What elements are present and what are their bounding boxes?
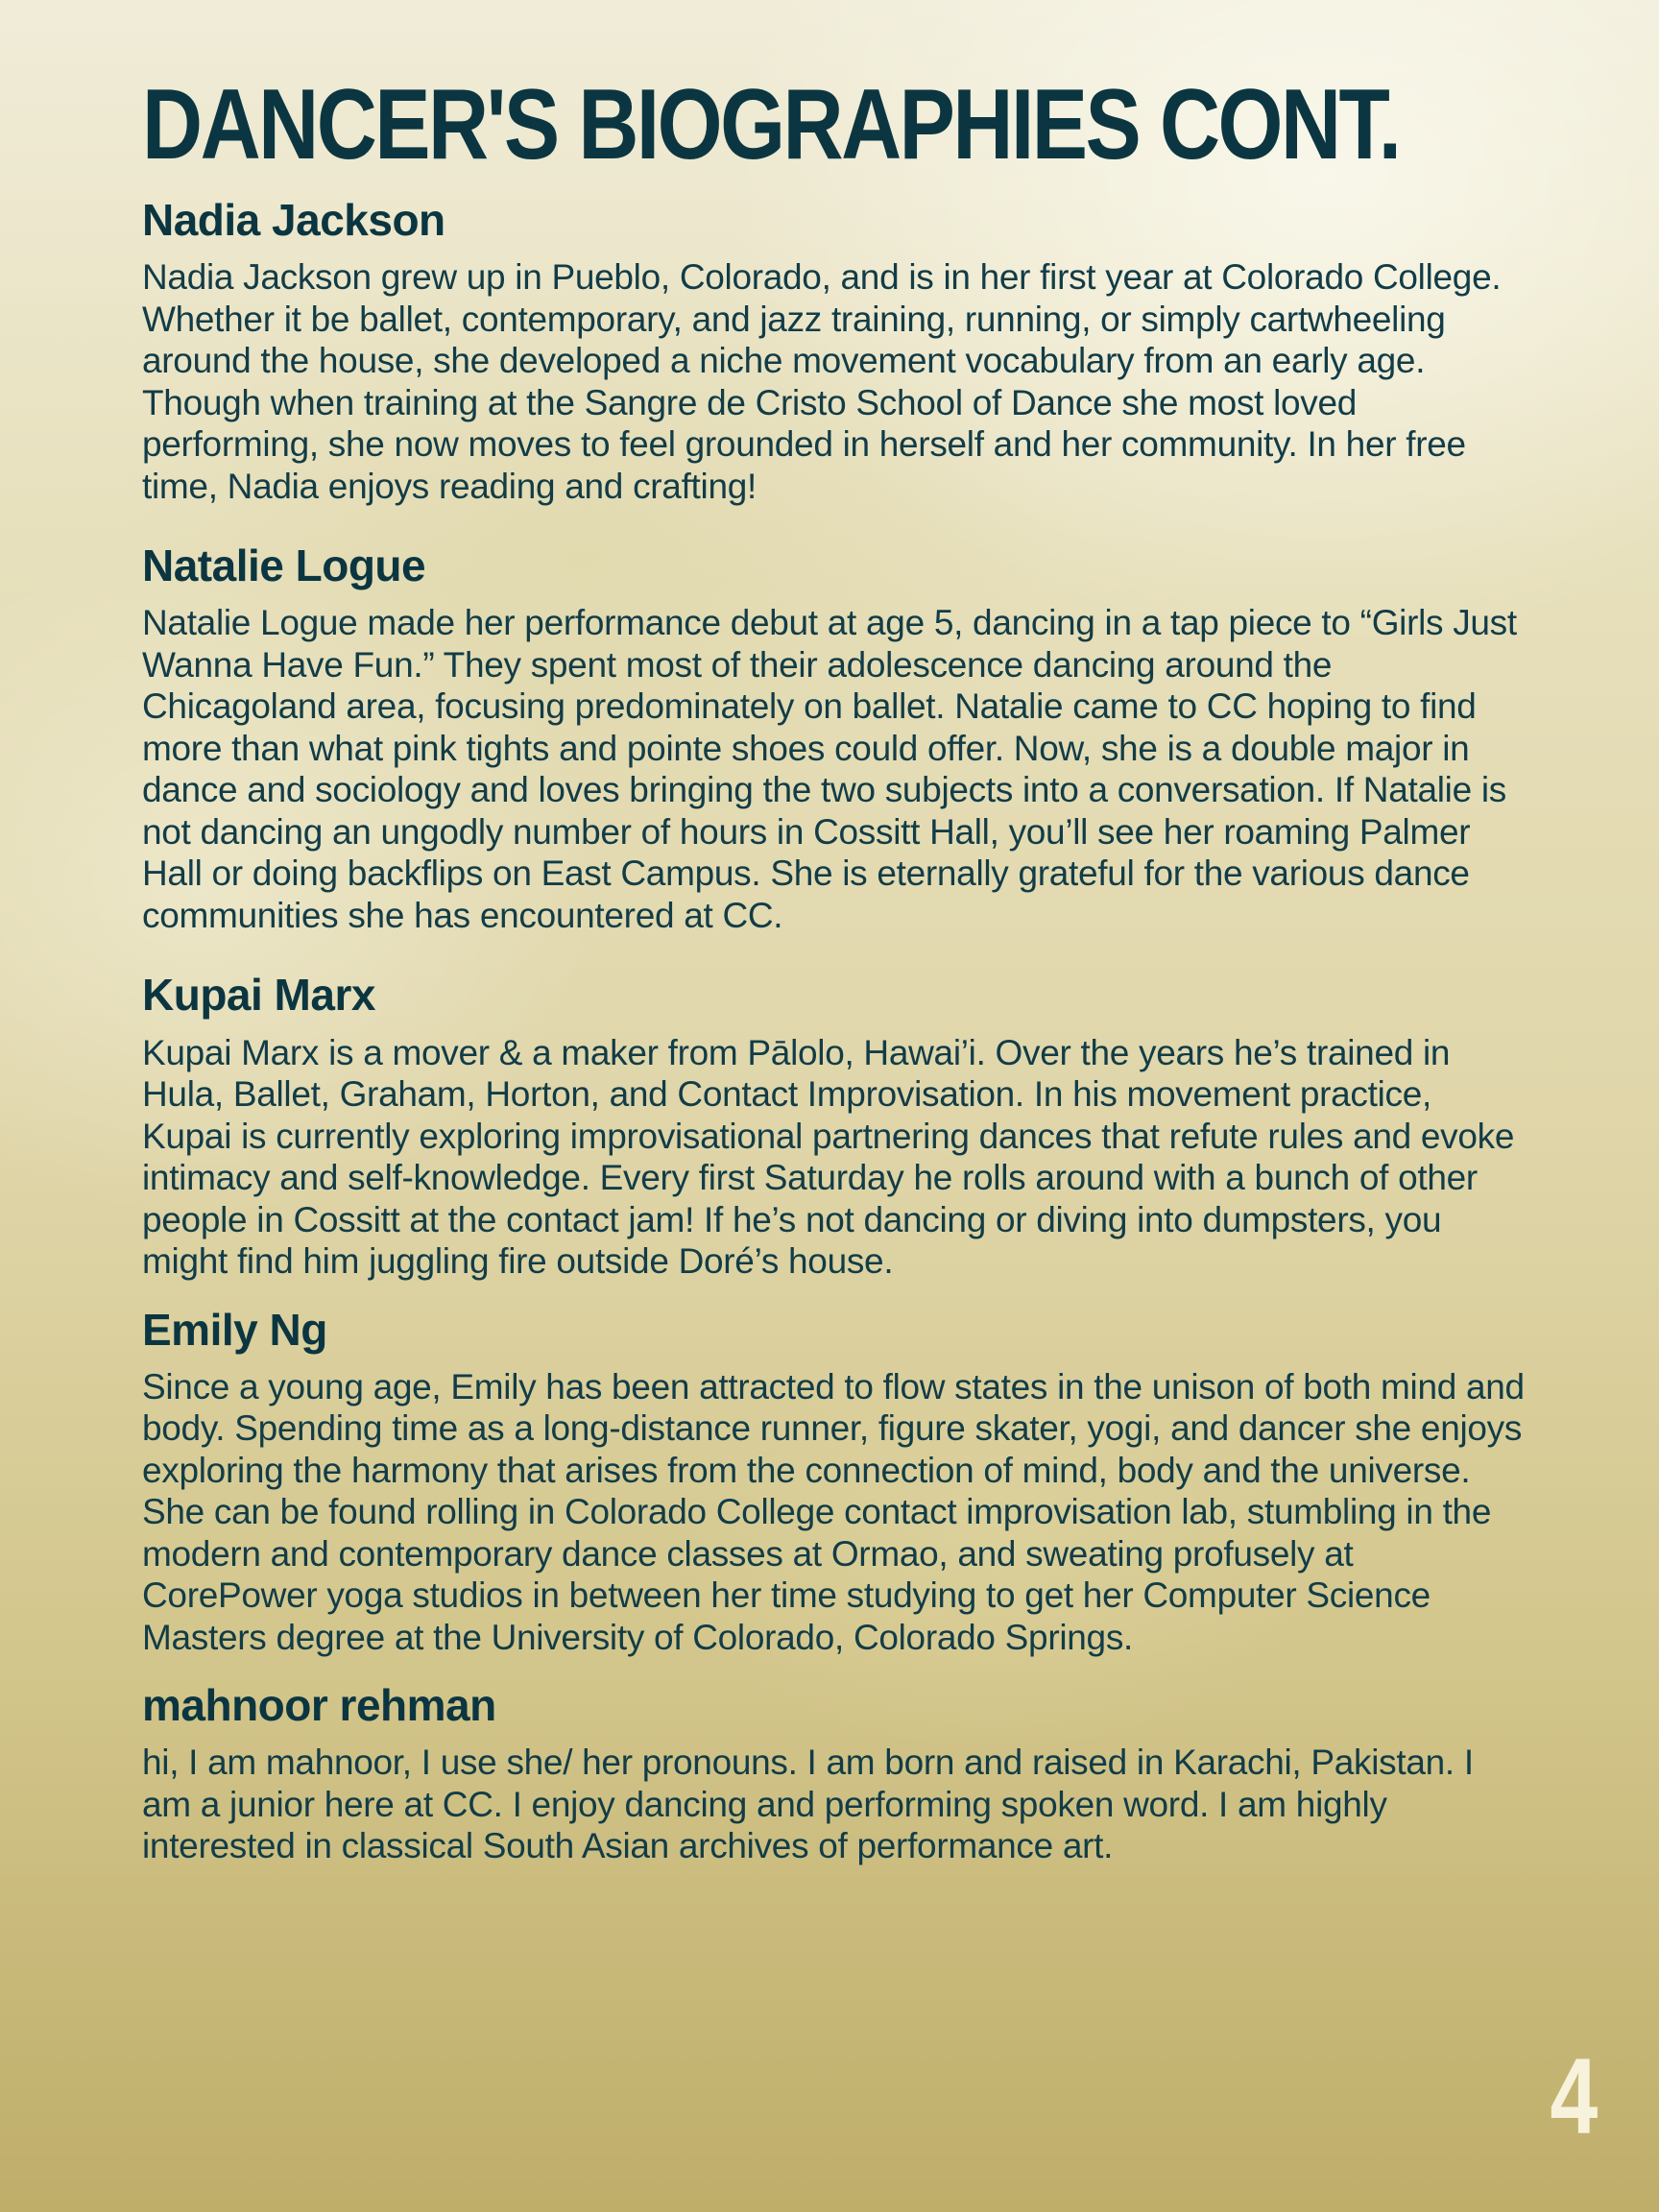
bio-natalie-logue	[142, 540, 1525, 936]
bio-mahnoor-rehman	[142, 1679, 1525, 1867]
bio-name: Natalie Logue	[142, 541, 426, 591]
bio-name: Nadia Jackson	[142, 195, 445, 245]
bio-page	[142, 69, 1525, 1867]
page-number: 4	[1550, 2036, 1598, 2156]
bio-emily-ng	[142, 1304, 1525, 1659]
bio-text: Since a young age, Emily has been attracted to flow states in the unison of both mind and body. Spending time as a long-distance runner, figure skater, yogi, and dancer she enjoys exploring the harmony that arises from the connection of mind, body and the universe. She can be found rolling in Colorado College contact improvisation lab, stumbling in the modern and contemporary dance classes at Ormao, and sweating profusely at CorePower yoga studios in between her time studying to get her Computer Science Masters degree at the University of Colorado, Colorado Springs.	[142, 1366, 1525, 1657]
bio-text: Kupai Marx is a mover & a maker from Pālolo, Hawai’i. Over the years he’s trained in Hula, Ballet, Graham, Horton, and Contact Improvisation. In his movement practice, Kupai is currently exploring improvisational partnering dances that refute rules and evoke intimacy and self-knowledge. Every first Saturday he rolls around with a bunch of other people in Cossitt at the contact jam! If he’s not dancing or diving into dumpsters, you might find him juggling fire outside Doré’s house.	[142, 1032, 1515, 1282]
bio-text: Natalie Logue made her performance debut at age 5, dancing in a tap piece to “Girls Just Wanna Have Fun.” They spent most of their adolescence dancing around the Chicagoland area, focusing predominately on ballet. Natalie came to CC hoping to find more than what pink tights and pointe shoes could offer. Now, she is a double major in dance and sociology and loves bringing the two subjects into a conversation. If Natalie is not dancing an ungodly number of hours in Cossitt Hall, you’ll see her roaming Palmer Hall or doing backflips on East Campus. She is eternally grateful for the various dance communities she has encountered at CC.	[142, 603, 1517, 935]
bio-name: Kupai Marx	[142, 970, 375, 1021]
bio-name: mahnoor rehman	[142, 1680, 496, 1731]
bio-text: Nadia Jackson grew up in Pueblo, Colorado, and is in her first year at Colorado College. Whether it be ballet, contemporary, and jazz training, running, or simply cartwheeling around the house, she developed a niche movement vocabulary from an early age. Though when training at the Sangre de Cristo School of Dance she most loved performing, she now moves to feel grounded in herself and her community. In her free time, Nadia enjoys reading and crafting!	[142, 257, 1502, 506]
bio-text: hi, I am mahnoor, I use she/ her pronouns. I am born and raised in Karachi, Pakistan. I am a junior here at CC. I enjoy dancing and performing spoken word. I am highly interested in classical South Asian archives of performance art.	[142, 1743, 1474, 1866]
bio-nadia-jackson	[142, 194, 1525, 507]
page-title: DANCER'S BIOGRAPHIES CONT.	[142, 69, 1400, 180]
bio-kupai-marx	[142, 969, 1525, 1282]
bio-name: Emily Ng	[142, 1304, 327, 1355]
